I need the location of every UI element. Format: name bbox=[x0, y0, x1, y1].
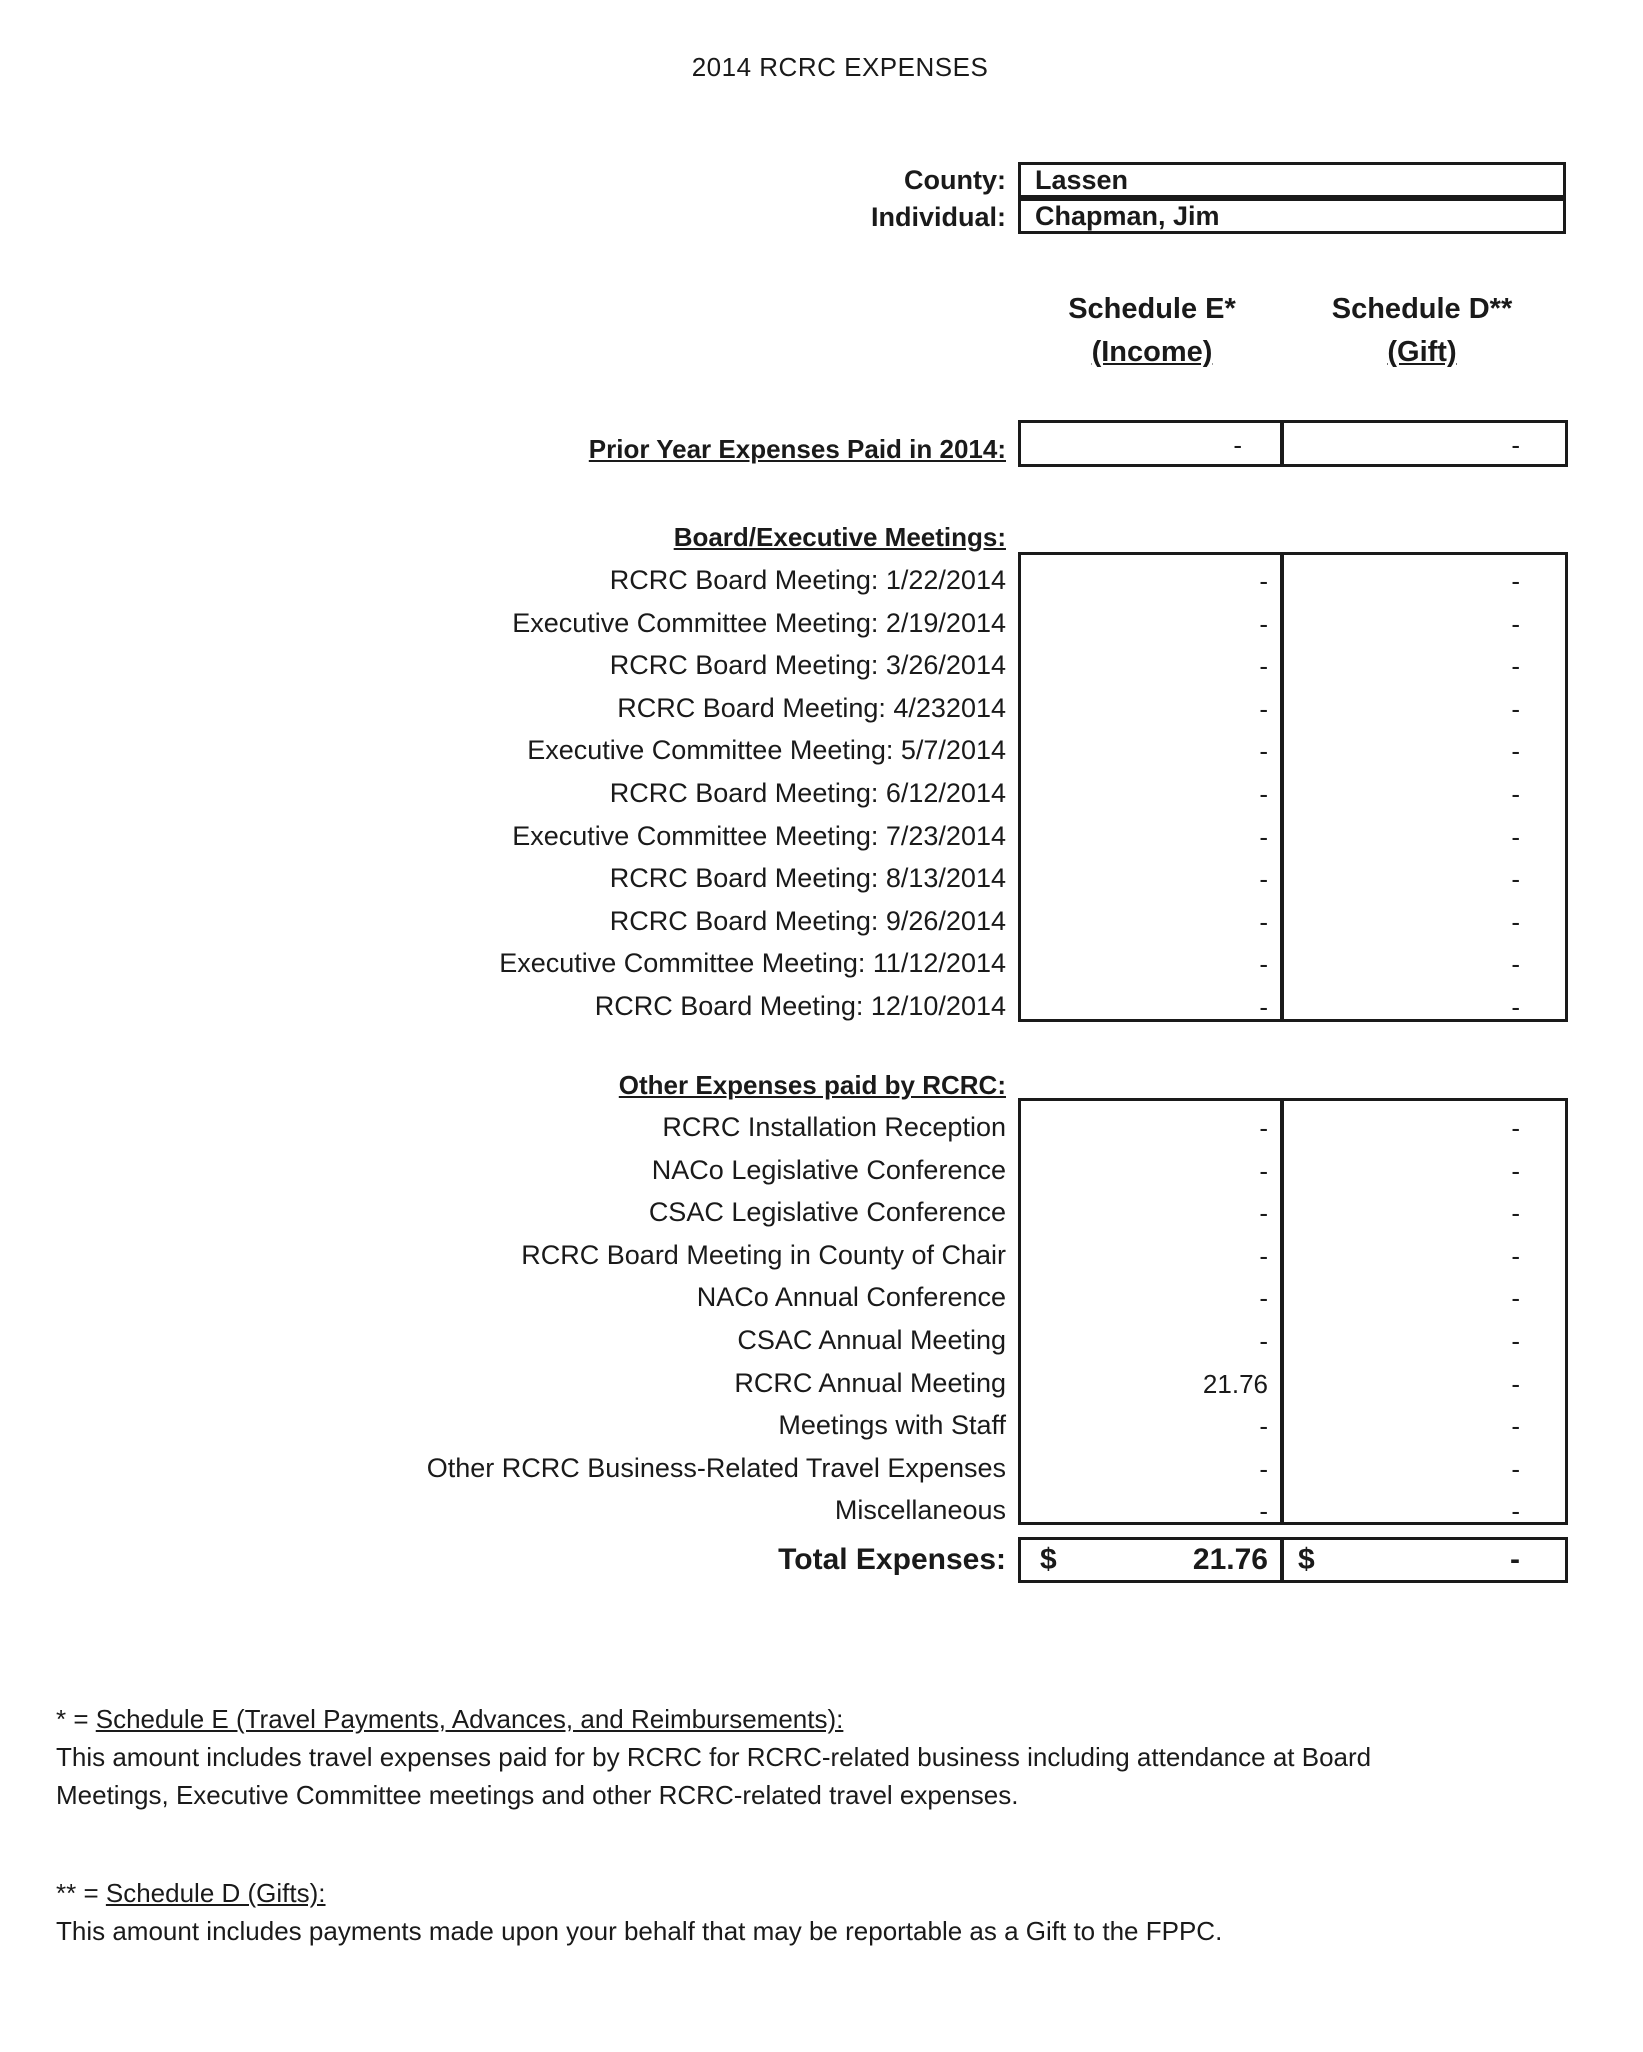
document-title: 2014 RCRC EXPENSES bbox=[691, 52, 989, 82]
schedule-e-title: Schedule E* bbox=[1068, 293, 1236, 325]
board-row-e-value: - bbox=[1259, 779, 1268, 809]
board-row-e-value: - bbox=[1259, 736, 1268, 767]
board-row-label: RCRC Board Meeting: 1/22/2014 bbox=[609, 565, 1006, 595]
individual-label: Individual: bbox=[871, 202, 1006, 232]
board-row-d-value: - bbox=[1511, 821, 1520, 852]
total-d-value: - bbox=[1510, 1543, 1520, 1576]
other-row-label: CSAC Annual Meeting bbox=[737, 1325, 1006, 1355]
schedule-e-header bbox=[1032, 293, 1272, 369]
schedule-d-subtitle: (Gift) bbox=[1387, 336, 1457, 368]
board-row-d-value: - bbox=[1511, 736, 1520, 767]
other-row-label: NACo Legislative Conference bbox=[651, 1154, 1006, 1185]
schedule-e-note bbox=[56, 1700, 1371, 1814]
board-row-d-value: - bbox=[1511, 651, 1520, 682]
total-e-value: 21.76 bbox=[1192, 1543, 1268, 1576]
schedule-d-note bbox=[56, 1874, 1222, 1950]
other-section-heading: Other Expenses paid by RCRC: bbox=[618, 1070, 1006, 1100]
board-row-e-value: - bbox=[1259, 651, 1268, 682]
board-row-d-value: - bbox=[1511, 779, 1520, 809]
other-row-e-value: - bbox=[1259, 1326, 1268, 1356]
other-row-e-value: - bbox=[1259, 1155, 1268, 1186]
column-divider bbox=[1280, 420, 1284, 467]
other-row-label: NACo Annual Conference bbox=[696, 1282, 1006, 1313]
schedule-d-note-line1: This amount includes payments made upon your behalf that may be reportable as a Gift to the FPPC. bbox=[56, 1916, 1223, 1946]
other-row-d-value: - bbox=[1511, 1240, 1520, 1271]
other-row-e-value: - bbox=[1259, 1113, 1268, 1143]
other-row-e-value: - bbox=[1259, 1198, 1268, 1229]
schedule-e-subtitle: (Income) bbox=[1091, 336, 1213, 368]
board-row-label: RCRC Board Meeting: 3/26/2014 bbox=[609, 650, 1006, 681]
board-row-e-value: - bbox=[1259, 949, 1268, 980]
board-row-e-value: - bbox=[1259, 693, 1268, 724]
schedule-e-note-line1: This amount includes travel expenses paid for by RCRC for RCRC-related business including attendance at Board bbox=[56, 1742, 1372, 1772]
other-row-d-value: - bbox=[1511, 1155, 1520, 1186]
board-row-d-value: - bbox=[1511, 906, 1520, 937]
schedule-e-note-prefix: * = bbox=[56, 1704, 96, 1734]
board-row-e-value: - bbox=[1259, 566, 1268, 596]
other-row-d-value: - bbox=[1511, 1368, 1520, 1399]
board-row-label: RCRC Board Meeting: 8/13/2014 bbox=[609, 863, 1006, 894]
board-row-label: RCRC Board Meeting: 12/10/2014 bbox=[594, 991, 1006, 1021]
board-row-label: Executive Committee Meeting: 11/12/2014 bbox=[499, 948, 1006, 979]
other-row-label: RCRC Installation Reception bbox=[662, 1112, 1006, 1142]
total-e-currency: $ bbox=[1040, 1543, 1057, 1576]
other-row-label: Miscellaneous bbox=[834, 1495, 1006, 1526]
column-divider bbox=[1280, 1098, 1284, 1525]
other-row-d-value: - bbox=[1511, 1411, 1520, 1442]
total-d-currency: $ bbox=[1298, 1543, 1315, 1576]
prior-year-label: Prior Year Expenses Paid in 2014: bbox=[588, 434, 1006, 464]
board-row-d-value: - bbox=[1511, 566, 1520, 596]
individual-field: Chapman, Jim bbox=[1018, 198, 1566, 234]
board-row-label: Executive Committee Meeting: 7/23/2014 bbox=[512, 820, 1006, 851]
board-row-d-value: - bbox=[1511, 693, 1520, 724]
other-row-e-value: - bbox=[1259, 1453, 1268, 1484]
board-row-d-value: - bbox=[1511, 864, 1520, 895]
other-row-d-value: - bbox=[1511, 1453, 1520, 1484]
board-row-label: Executive Committee Meeting: 2/19/2014 bbox=[512, 607, 1006, 638]
column-divider bbox=[1280, 1537, 1284, 1583]
schedule-d-header bbox=[1302, 293, 1542, 369]
board-row-label: RCRC Board Meeting: 4/232014 bbox=[617, 692, 1006, 723]
other-row-label: RCRC Annual Meeting bbox=[734, 1367, 1006, 1398]
other-row-label: Other RCRC Business-Related Travel Expenses bbox=[426, 1452, 1006, 1483]
schedule-e-note-title: Schedule E (Travel Payments, Advances, and Reimbursements): bbox=[95, 1704, 844, 1734]
board-section-heading: Board/Executive Meetings: bbox=[673, 522, 1006, 552]
other-row-d-value: - bbox=[1511, 1113, 1520, 1143]
board-row-e-value: - bbox=[1259, 821, 1268, 852]
schedule-d-title: Schedule D** bbox=[1331, 293, 1513, 325]
prior-year-e-value: - bbox=[1233, 430, 1242, 460]
total-label: Total Expenses: bbox=[778, 1543, 1006, 1576]
schedule-e-note-line2: Meetings, Executive Committee meetings and other RCRC-related travel expenses. bbox=[56, 1780, 1019, 1810]
other-row-e-value: - bbox=[1259, 1411, 1268, 1442]
board-row-d-value: - bbox=[1511, 608, 1520, 639]
schedule-d-note-prefix: ** = bbox=[56, 1878, 106, 1908]
county-label: County: bbox=[904, 165, 1006, 195]
other-row-label: CSAC Legislative Conference bbox=[648, 1197, 1006, 1228]
board-row-label: Executive Committee Meeting: 5/7/2014 bbox=[527, 735, 1006, 766]
other-row-e-value: 21.76 bbox=[1202, 1368, 1268, 1399]
prior-year-d-value: - bbox=[1511, 430, 1520, 460]
county-field: Lassen bbox=[1018, 162, 1566, 198]
board-row-label: RCRC Board Meeting: 6/12/2014 bbox=[609, 778, 1006, 808]
board-row-e-value: - bbox=[1259, 992, 1268, 1022]
board-row-label: RCRC Board Meeting: 9/26/2014 bbox=[609, 905, 1006, 936]
other-row-e-value: - bbox=[1259, 1496, 1268, 1527]
other-row-d-value: - bbox=[1511, 1198, 1520, 1229]
other-row-label: RCRC Board Meeting in County of Chair bbox=[521, 1239, 1006, 1270]
board-row-e-value: - bbox=[1259, 608, 1268, 639]
other-row-e-value: - bbox=[1259, 1240, 1268, 1271]
schedule-d-note-title: Schedule D (Gifts): bbox=[105, 1878, 326, 1908]
board-row-e-value: - bbox=[1259, 906, 1268, 937]
other-row-d-value: - bbox=[1511, 1326, 1520, 1356]
column-divider bbox=[1280, 552, 1284, 1022]
other-row-label: Meetings with Staff bbox=[778, 1410, 1006, 1441]
board-row-e-value: - bbox=[1259, 864, 1268, 895]
other-row-d-value: - bbox=[1511, 1496, 1520, 1527]
board-row-d-value: - bbox=[1511, 992, 1520, 1022]
other-row-d-value: - bbox=[1511, 1283, 1520, 1314]
other-row-e-value: - bbox=[1259, 1283, 1268, 1314]
board-row-d-value: - bbox=[1511, 949, 1520, 980]
